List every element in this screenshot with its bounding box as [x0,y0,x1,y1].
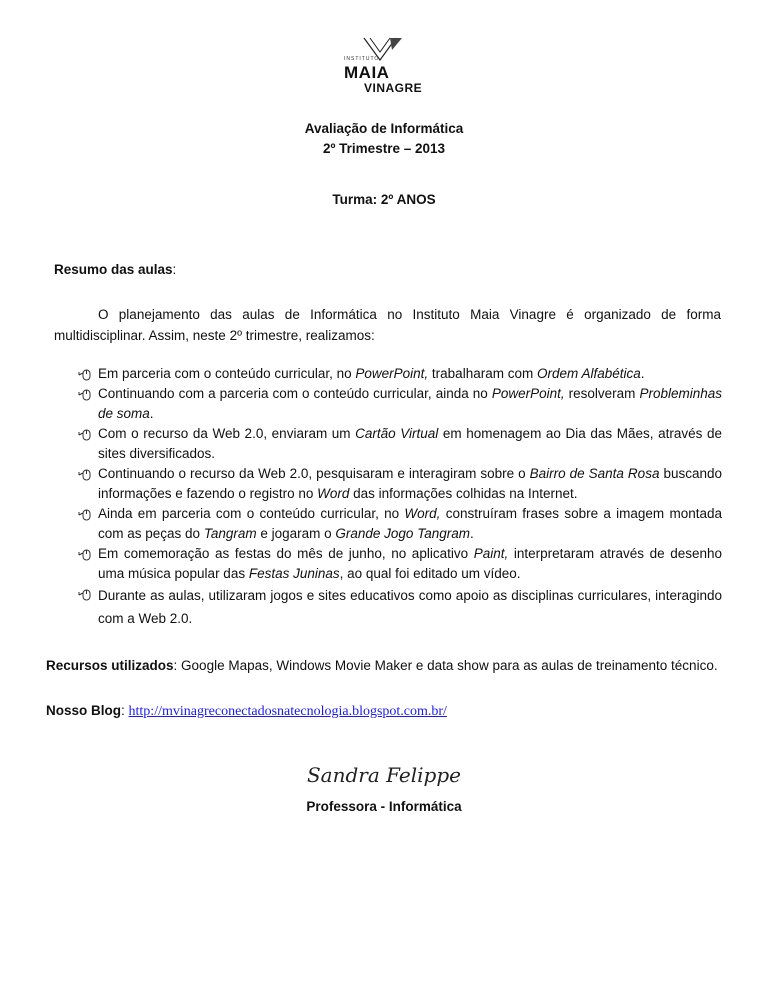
logo-text-vinagre: VINAGRE [364,81,423,95]
resources-label: Recursos utilizados [46,658,174,673]
activity-item-emphasis: PowerPoint, [491,386,565,401]
blog-line [46,701,447,722]
resources-text: : Google Mapas, Windows Movie Maker e data show para as aulas de treinamento técnico. [173,658,718,673]
activity-item [78,424,722,464]
activity-item-text: . [640,366,645,381]
activity-item-text: Em comemoração as festas do mês de junho, no aplicativo [98,546,474,561]
activity-item-text: em homenagem ao Dia das Mães, através de sites diversificados. [98,426,723,461]
activity-item-text: das informações colhidas na Internet. [349,486,578,501]
activity-item [78,544,722,584]
logo-text-maia: MAIA [344,63,390,82]
activity-list [78,364,722,630]
activity-item-text: construíram frases sobre a imagem montada com as peças do [98,506,722,541]
activity-item-emphasis: Tangram [203,526,257,541]
activity-item-text: Continuando com a parceria com o conteúdo curricular, ainda no [98,386,492,401]
activity-item-text: interpretaram através de desenho uma música popular das [98,546,722,581]
mouse-pointer-bullet-icon [78,546,92,562]
activity-item [78,384,722,424]
resources-paragraph [46,654,726,677]
activity-item [78,504,722,544]
activity-item-text: Ainda em parceria com o conteúdo curricular, no [98,506,405,521]
mouse-pointer-bullet-icon [78,386,92,402]
activity-item-emphasis: Bairro de Santa Rosa [529,466,660,481]
activity-item [78,364,722,384]
blog-colon: : [121,703,129,718]
activity-item-emphasis: Ordem Alfabética [536,366,641,381]
activity-item-text: Durante as aulas, utilizaram jogos e sites educativos como apoio as disciplinas curriculares, interagindo com a Web 2.0. [98,588,722,626]
blog-link[interactable]: http://mvinagreconectadosnatecnologia.blogspot.com.br/ [128,704,447,719]
activity-item-emphasis: Cartão Virtual [355,426,439,441]
activity-item [78,464,722,504]
document-title: Avaliação de Informática [304,121,464,136]
activity-item-emphasis: Probleminhas de soma [98,386,722,421]
handwritten-signature: Sandra Felippe [306,763,461,787]
signer-role: Professora - Informática [306,799,462,814]
activity-item-text: buscando informações e fazendo o registro no [98,466,722,501]
mouse-pointer-bullet-icon [78,366,92,382]
activity-item-text: trabalharam com [428,366,537,381]
activity-item [78,584,722,630]
activity-item-text: Continuando o recurso da Web 2.0, pesquisaram e interagiram sobre o [98,466,530,481]
activity-item-text: e jogaram o [256,526,336,541]
activity-item-text: Em parceria com o conteúdo curricular, no [98,366,356,381]
logo-small-text: INSTITUTO [344,56,380,62]
mouse-pointer-bullet-icon [78,426,92,442]
activity-item-text: Com o recurso da Web 2.0, enviaram um [98,426,356,441]
activity-item-emphasis: Paint, [473,546,509,561]
class-label: Turma: 2º ANOS [332,192,436,207]
activity-item-text: . [469,526,474,541]
activity-item-emphasis: Word, [404,506,441,521]
summary-heading-colon: : [172,262,177,277]
summary-heading [54,260,176,280]
summary-intro [54,304,721,346]
document-period: 2º Trimestre – 2013 [322,141,445,156]
blog-label: Nosso Blog [46,703,122,718]
institute-logo [336,36,436,102]
summary-intro-text: O planejamento das aulas de Informática no Instituto Maia Vinagre é organizado de forma multidisciplinar. Assim, neste 2º trimestre, realizamos: [54,307,721,343]
activity-item-text: , ao qual foi editado um vídeo. [339,566,521,581]
activity-item-emphasis: Word [317,486,350,501]
mouse-pointer-bullet-icon [78,506,92,522]
mouse-pointer-bullet-icon [78,466,92,482]
activity-item-emphasis: Festas Juninas [248,566,340,581]
activity-item-emphasis: PowerPoint, [355,366,429,381]
mouse-pointer-bullet-icon [78,586,92,602]
activity-item-text: . [149,406,154,421]
activity-item-emphasis: Grande Jogo Tangram [335,526,470,541]
summary-heading-label: Resumo das aulas [54,262,173,277]
activity-item-text: resolveram [564,386,640,401]
